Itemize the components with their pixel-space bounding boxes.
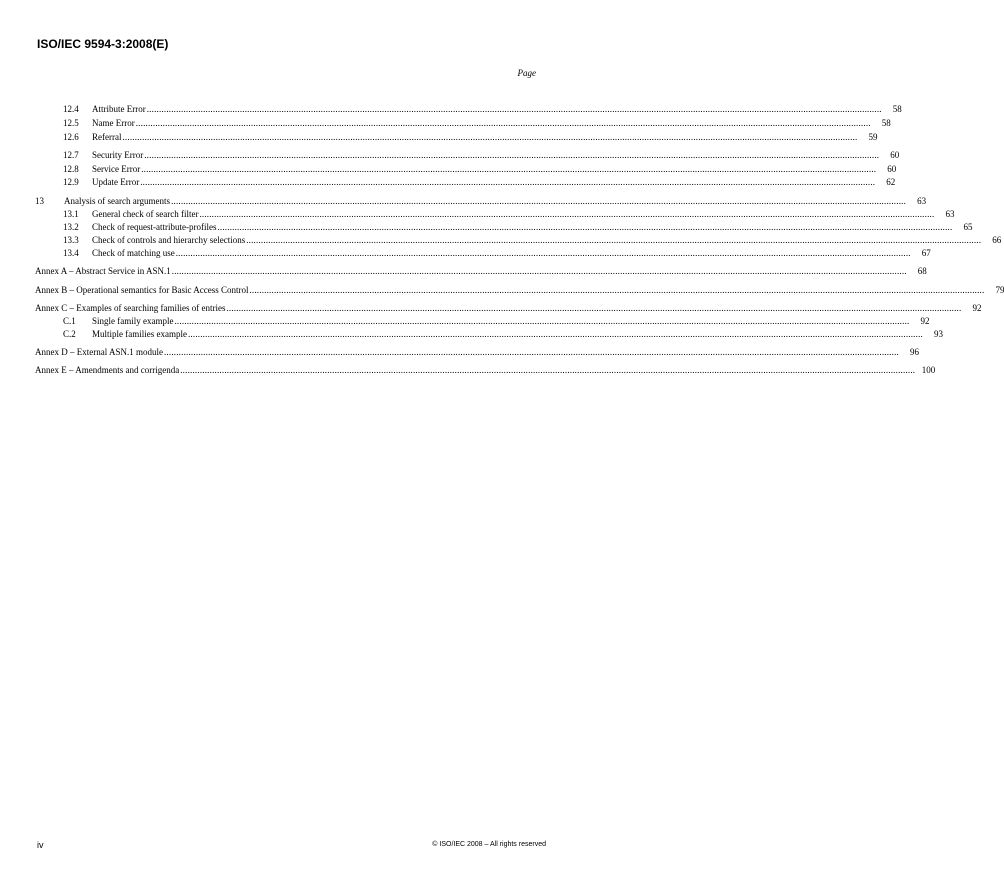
toc-entry-title: Security Error [92, 150, 144, 160]
toc-leader-dots: ............................................................................................................................................................................................................................................................................................................ [122, 132, 858, 142]
toc-leader-dots: ............................................................................................................................................................................................................................................................................................................ [171, 266, 907, 276]
toc-entry[interactable] [35, 163, 897, 175]
toc-leader-dots: ............................................................................................................................................................................................................................................................................................................ [163, 347, 899, 357]
toc-entry-page: 96 [909, 347, 919, 357]
toc-entry-page: 79 [995, 285, 1004, 295]
toc-entry-title: Service Error [92, 164, 141, 174]
toc-entry-title: Annex A – Abstract Service in ASN.1 [35, 266, 171, 276]
toc-entry-page: 59 [868, 132, 878, 142]
toc-entry-title: Check of request-attribute-profiles [92, 222, 217, 232]
toc-entry-page: 65 [963, 222, 973, 232]
toc-entry-page: 63 [945, 209, 955, 219]
document-header-title: ISO/IEC 9594-3:2008(E) [37, 37, 169, 51]
toc-leader-dots: ............................................................................................................................................................................................................................................................................................................ [140, 177, 876, 187]
toc-entry[interactable] [35, 195, 927, 207]
toc-entry[interactable] [35, 176, 896, 188]
toc-entry[interactable] [35, 117, 891, 129]
toc-entry-title: Check of controls and hierarchy selections [92, 235, 246, 245]
toc-entry-title: Annex C – Examples of searching families of entries [35, 303, 226, 313]
toc-entry-number: 13.4 [63, 248, 79, 258]
toc-entry-page: 63 [917, 196, 927, 206]
page-column-label: Page [517, 68, 536, 78]
toc-leader-dots: ............................................................................................................................................................................................................................................................................................................ [249, 285, 985, 295]
toc-entry-page: 58 [881, 118, 891, 128]
toc-entry[interactable] [35, 315, 930, 327]
toc-entry-number: C.2 [63, 329, 76, 339]
toc-entry[interactable] [35, 328, 943, 340]
toc-entry-page: 93 [933, 329, 943, 339]
toc-entry-title: Annex D – External ASN.1 module [35, 347, 163, 357]
toc-entry-number: 12.5 [63, 118, 79, 128]
toc-entry[interactable] [35, 247, 931, 259]
toc-entry-title: Multiple families example [92, 329, 187, 339]
toc-entry-page: 66 [992, 235, 1002, 245]
toc-entry-title: Name Error [92, 118, 135, 128]
toc-entry-number: 13.1 [63, 209, 79, 219]
toc-entry-page: 58 [892, 104, 902, 114]
toc-entry[interactable] [35, 149, 900, 161]
toc-entry-page: 67 [921, 248, 931, 258]
toc-entry[interactable] [35, 284, 1004, 296]
toc-entry-number: 13 [35, 196, 44, 206]
toc-leader-dots: ............................................................................................................................................................................................................................................................................................................ [144, 150, 880, 160]
toc-entry-number: 12.6 [63, 132, 79, 142]
toc-entry[interactable] [35, 131, 878, 143]
toc-entry-number: 13.3 [63, 235, 79, 245]
toc-leader-dots: ............................................................................................................................................................................................................................................................................................................ [217, 222, 953, 232]
toc-entry-title: Update Error [92, 177, 140, 187]
toc-entry[interactable] [35, 208, 955, 220]
toc-entry[interactable] [35, 221, 973, 233]
toc-entry-number: 12.4 [63, 104, 79, 114]
toc-leader-dots: ............................................................................................................................................................................................................................................................................................................ [135, 118, 871, 128]
toc-leader-dots: ............................................................................................................................................................................................................................................................................................................ [171, 196, 907, 206]
toc-entry-number: C.1 [63, 316, 76, 326]
toc-leader-dots: ............................................................................................................................................................................................................................................................................................................ [226, 303, 962, 313]
toc-entry-title: Check of matching use [92, 248, 175, 258]
toc-entry-number: 12.8 [63, 164, 79, 174]
toc-entry-page: 60 [890, 150, 900, 160]
toc-entry-title: Annex E – Amendments and corrigenda [35, 365, 180, 375]
footer-copyright: © ISO/IEC 2008 – All rights reserved [432, 841, 546, 848]
toc-entry-page: 60 [887, 164, 897, 174]
toc-entry-title: Referral [92, 132, 122, 142]
toc-entry-title: General check of search filter [92, 209, 199, 219]
toc-entry-page: 62 [886, 177, 896, 187]
toc-entry[interactable] [35, 103, 902, 115]
toc-entry-page: 92 [920, 316, 930, 326]
toc-leader-dots: ............................................................................................................................................................................................................................................................................................................ [175, 248, 911, 258]
toc-entry-title: Attribute Error [92, 104, 146, 114]
toc-leader-dots: ............................................................................................................................................................................................................................................................................................................ [174, 316, 910, 326]
toc-entry[interactable] [35, 234, 1002, 246]
toc-entry[interactable] [35, 364, 936, 376]
toc-entry-page: 92 [972, 303, 982, 313]
toc-entry-number: 13.2 [63, 222, 79, 232]
toc-leader-dots: ............................................................................................................................................................................................................................................................................................................ [146, 104, 882, 114]
toc-leader-dots: ............................................................................................................................................................................................................................................................................................................ [199, 209, 935, 219]
footer-page-number: iv [37, 840, 44, 850]
toc-entry[interactable] [35, 346, 919, 358]
toc-leader-dots: ............................................................................................................................................................................................................................................................................................................ [246, 235, 982, 245]
toc-entry-title: Annex B – Operational semantics for Basic Access Control [35, 285, 249, 295]
toc-entry-title: Analysis of search arguments [64, 196, 171, 206]
toc-leader-dots: ............................................................................................................................................................................................................................................................................................................ [187, 329, 923, 339]
toc-entry-title: Single family example [92, 316, 174, 326]
toc-leader-dots: ............................................................................................................................................................................................................................................................................................................ [180, 365, 916, 375]
toc-entry[interactable] [35, 302, 982, 314]
toc-entry[interactable] [35, 265, 927, 277]
toc-entry-number: 12.7 [63, 150, 79, 160]
toc-entry-number: 12.9 [63, 177, 79, 187]
toc-leader-dots: ............................................................................................................................................................................................................................................................................................................ [141, 164, 877, 174]
toc-entry-page: 100 [921, 365, 936, 375]
toc-entry-page: 68 [917, 266, 927, 276]
